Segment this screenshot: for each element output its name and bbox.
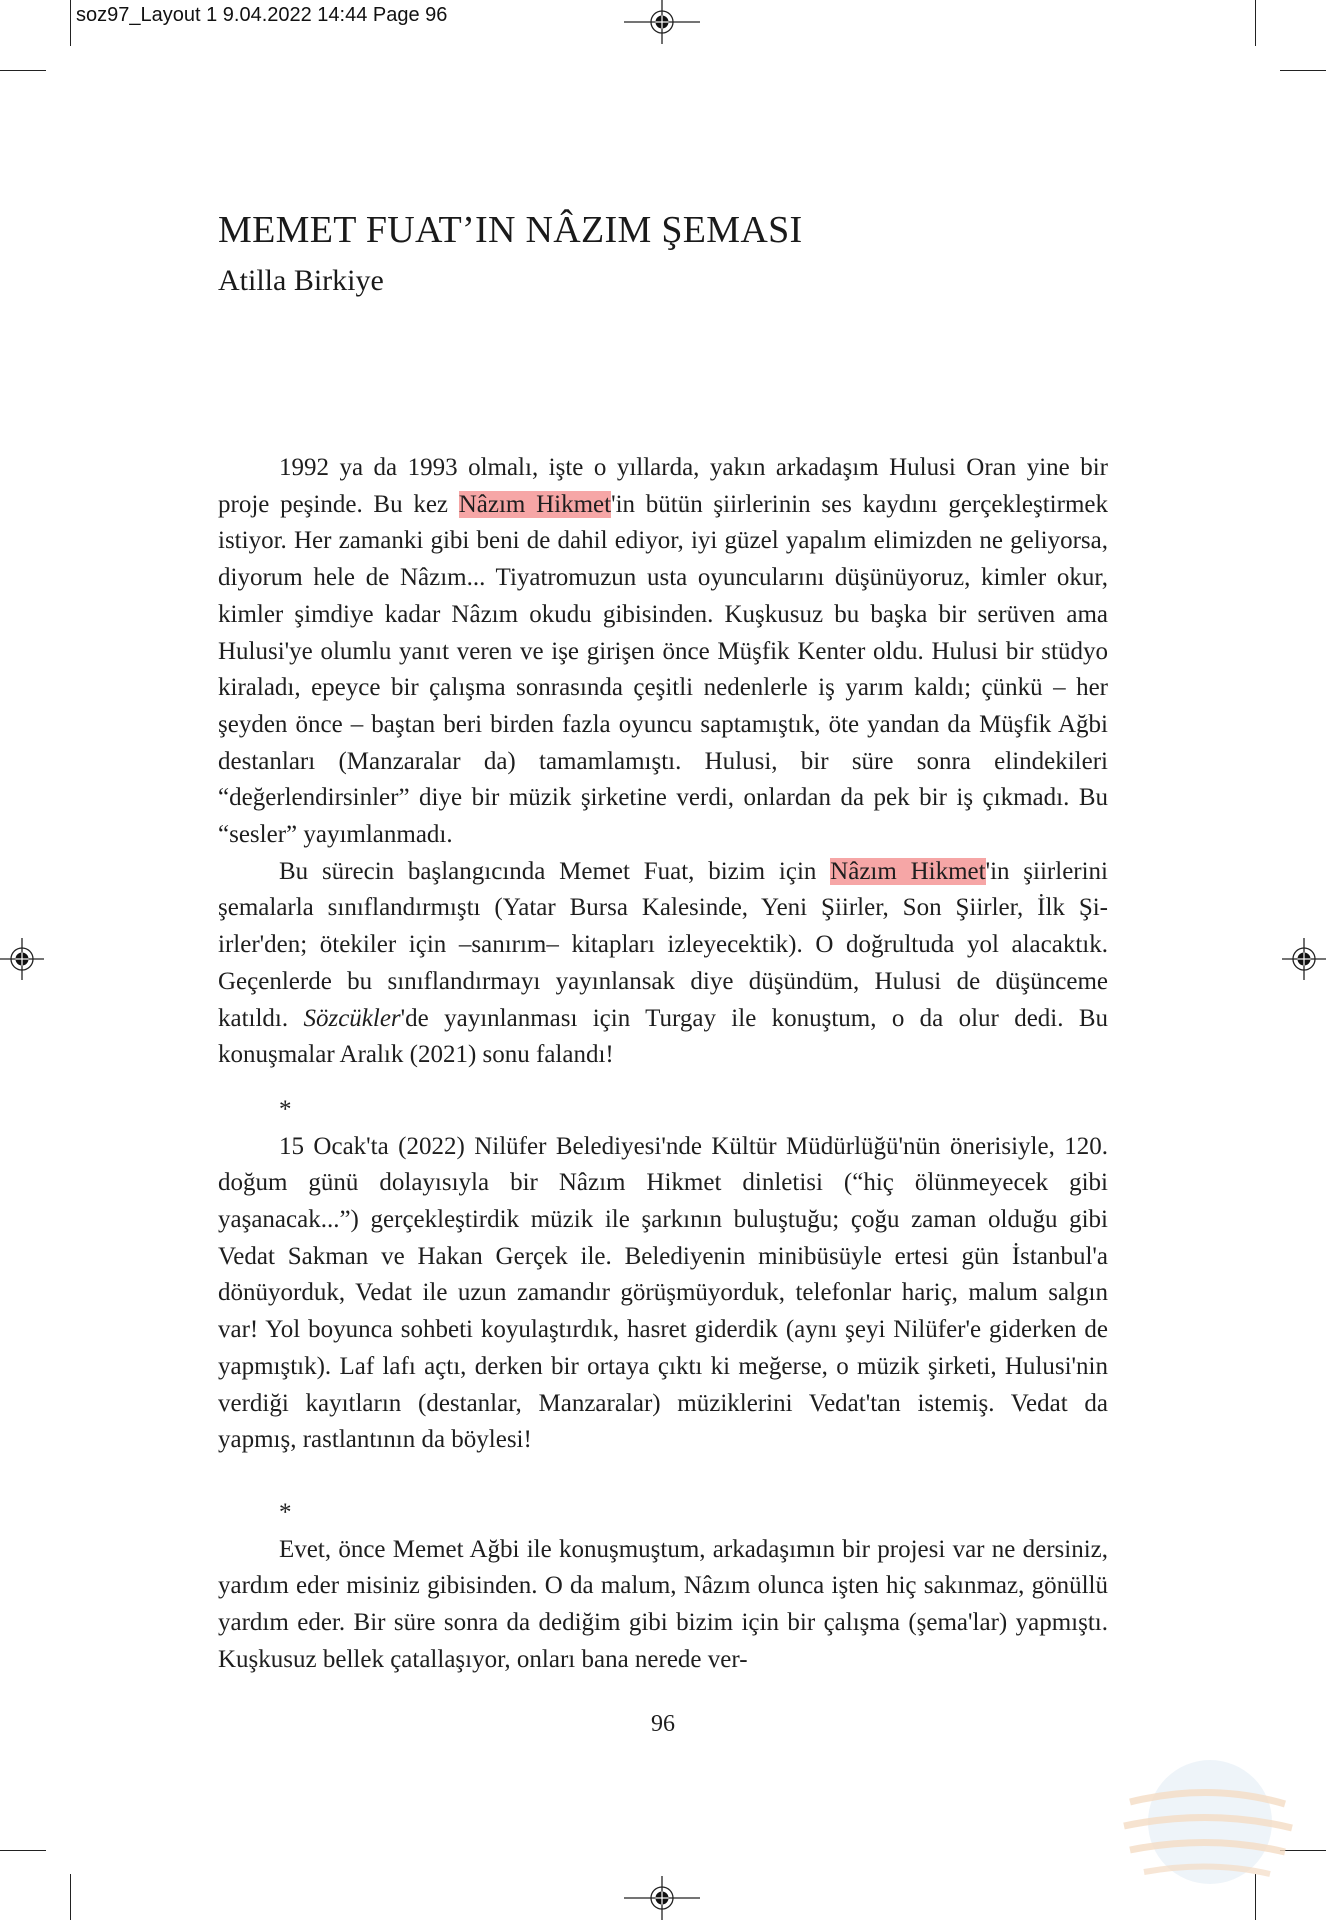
paragraph-text: 'in bütün şiirlerinin ses kaydını gerçekleştirmek istiyor. Her zamanki gibi beni de dahil ediyor, iyi güzel yapalım elimizden ne geliyorsa, diyorum hele de Nâzım... Tiyatromuzun usta oyuncularını düşünüyoruz, kimler okur, kimler şimdiye kadar Nâzım okudu gibisinden. Kuşkusuz bu başka bir serüven ama Hulusi'ye olumlu yanıt veren ve işe girişen önce Müşfik Kenter oldu. Hulusi bir stüdyo kiraladı, epeyce bir çalışma sonrasında çeşitli nedenlerle iş yarım kaldı; çünkü – her şeyden önce – baştan beri birden fazla oyuncu saptamıştık, öte yandan da Müşfik Ağbi destanları (Manzaralar da) tamamlamıştı. Hulusi, bir süre sonra elindekileri “değerlendirsinler” diye bir müzik şirketine verdi, onlardan da pek bir iş çıkmadı. Bu “sesler” yayımlanmadı. — [218, 490, 1108, 849]
paragraph-2 — [218, 854, 1108, 1074]
registration-mark-icon — [624, 0, 700, 44]
registration-mark-icon — [624, 1876, 700, 1920]
crop-mark-icon — [1255, 0, 1256, 46]
publisher-logo-icon — [1100, 1742, 1300, 1902]
highlighted-text[interactable]: Nâzım Hikmet — [458, 490, 612, 518]
crop-mark-icon — [0, 70, 46, 71]
print-slug: soz97_Layout 1 9.04.2022 14:44 Page 96 — [76, 4, 448, 26]
paragraph-text: 'de yayınlanması için Turgay ile konuştum, o da olur dedi. Bu konuşmalar Aralık (2021) sonu falandı! — [218, 1004, 1108, 1069]
paragraph-4: Evet, önce Memet Ağbi ile konuşmuştum, arkadaşımın bir projesi var ne dersiniz, yardım eder misiniz gibisinden. O da malum, Nâzım olunca işten hiç sakınmaz, gönüllü yardım eder. Bir süre sonra da dediğim gibi bizim için bir çalışma (şema'lar) yapmıştı. Kuşkusuz bellek çatallaşıyor, onları bana nerede ver- — [218, 1535, 1108, 1673]
crop-mark-icon — [70, 0, 71, 46]
crop-mark-icon — [0, 1850, 46, 1851]
section-separator: * — [279, 1095, 292, 1123]
paragraph-3: 15 Ocak'ta (2022) Nilüfer Belediyesi'nde Kültür Müdürlüğü'nün önerisiyle, 120. doğum günü dolayısıyla bir Nâzım Hikmet dinletisi (“hiç ölünmeyecek gibi yaşanacak...”) gerçekleştirdik müzik ile şarkının buluştuğu; çoğu zaman olduğu gibi Vedat Sakman ve Hakan Gerçek ile. Belediyenin minibüsüyle ertesi gün İstanbul'a dönüyorduk, Vedat ile uzun zamandır görüşmüyorduk, telefonlar hariç, malum salgın var! Yol boyunca sohbeti koyulaştırdık, hasret giderdik (aynı şeyi Nilüfer'e giderken de yapmıştık). Laf lafı açtı, derken bir ortaya çıktı ki meğerse, o müzik şirketi, Hulusi'nin verdiği kayıtların (destanlar, Manzaralar) müziklerini Vedat'tan istemiş. Vedat da yapmış, rastlantının da böylesi! — [218, 1132, 1108, 1454]
paragraph-1 — [218, 450, 1108, 854]
registration-mark-icon — [0, 938, 44, 980]
page-number: 96 — [651, 1711, 675, 1737]
article-title: MEMET FUAT’IN NÂZIM ŞEMASI — [218, 209, 803, 251]
article-author: Atilla Birkiye — [218, 264, 384, 297]
highlighted-text[interactable]: Nâzım Hikmet — [830, 857, 986, 885]
paragraph-text: 1992 ya da 1993 olmalı, işte o yıllarda, yakın arkadaşım Hulusi Oran yine bir proje peşinde. Bu kez — [218, 454, 1108, 518]
italic-title: Sözcükler — [303, 1004, 401, 1032]
section-separator: * — [279, 1498, 292, 1526]
article-body — [218, 450, 1108, 1678]
paragraph-text: Bu sürecin başlangıcında Memet Fuat, bizim için — [279, 857, 831, 885]
registration-mark-icon — [1282, 938, 1326, 980]
paragraph-text: 'in şiirlerini şemalarla sınıflandırmıştı (Yatar Bursa Kalesinde, Yeni Şiirler, Son Şiirler, İlk Şiirler'den; ötekiler için –sanırım– kitapları izleyecektik). O doğrultuda yol alacaktık. Geçenlerde bu sınıflandırmayı yayınlansak diye düşündüm, Hulusi de düşünceme katıldı. — [218, 857, 1109, 1032]
crop-mark-icon — [1280, 70, 1326, 71]
crop-mark-icon — [70, 1874, 71, 1920]
